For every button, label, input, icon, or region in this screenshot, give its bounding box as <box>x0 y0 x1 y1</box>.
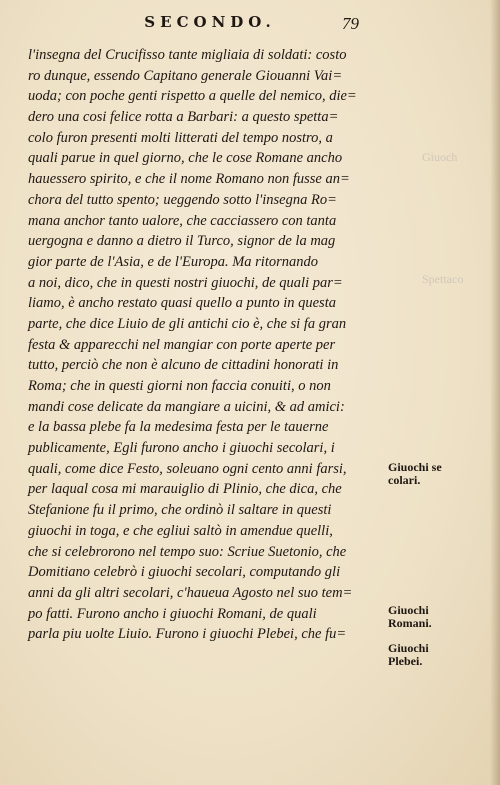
body-text <box>28 45 388 645</box>
text-line: parte, che dice Liuio de gli antichi cio è, che si fa gran <box>28 315 347 332</box>
text-line: Roma; che in questi giorni non faccia conuiti, o non <box>28 378 331 394</box>
text-line: festa & apparecchi nel mangiar con porte aperte per <box>28 336 336 353</box>
page-number: 79 <box>342 14 359 33</box>
text-line: po fatti. Furono ancho i giuochi Romani, de quali <box>28 605 317 622</box>
text-line: colo furon presenti molti litterati del tempo nostro, a <box>28 129 333 146</box>
text-line: parla piu uolte Liuio. Furono i giuochi Plebei, che fu= <box>28 626 347 643</box>
text-line: uoda; con poche genti rispetto a quelle del nemico, die= <box>28 88 357 105</box>
margin-note: Giuochi Romani. <box>388 603 432 630</box>
text-line: dero una cosi felice rotta a Barbari: a questo spetta= <box>28 109 339 126</box>
show-through-text: Giuoch <box>422 150 458 164</box>
page-edge-shadow <box>490 0 500 785</box>
text-line: anni da gli altri secolari, c'haueua Agosto nel suo tem= <box>28 584 353 601</box>
text-line: ro dunque, essendo Capitano generale Giouanni Vai= <box>28 67 343 84</box>
text-line: che si celebrorono nel tempo suo: Scriue Suetonio, che <box>28 543 347 560</box>
running-head: SECONDO. <box>144 13 276 31</box>
text-line: tutto, perciò che non è alcuno de cittadini honorati in <box>28 357 339 374</box>
text-line: Domitiano celebrò i giuochi secolari, computando gli <box>28 564 341 581</box>
text-line: per laqual cosa mi marauiglio di Plinio, che dica, che <box>28 481 342 498</box>
text-line: uergogna e danno a dietro il Turco, signor de la mag <box>28 233 336 250</box>
text-line: publicamente, Egli furono ancho i giuochi secolari, i <box>28 440 335 457</box>
text-line: Stefanione fu il primo, che ordinò il saltare in questi <box>28 502 332 519</box>
show-through-text: Spettaco <box>422 272 464 286</box>
text-line: mandi cose delicate da mangiare a uicini, & ad amici: <box>28 398 345 415</box>
text-line: e la bassa plebe fa la medesima festa per le tauerne <box>28 419 329 436</box>
text-line: mana anchor tanto ualore, che cacciassero con tanta <box>28 212 337 229</box>
margin-note: Giuochi Plebei. <box>388 641 429 668</box>
margin-note: Giuochi se colari. <box>388 460 442 487</box>
text-line: hauessero spirito, e che il nome Romano non fusse an= <box>28 171 350 188</box>
text-line: quali parue in quel giorno, che le cose Romane ancho <box>28 150 343 167</box>
text-line: gior parte de l'Asia, e de l'Europa. Ma ritornando <box>28 253 319 270</box>
text-line: giuochi in toga, e che egliui saltò in amendue quelli, <box>28 522 333 539</box>
text-line: a noi, dico, che in questi nostri giuochi, de quali par= <box>28 274 343 291</box>
text-line: l'insegna del Crucifisso tante migliaia di soldati: costo <box>28 47 347 63</box>
text-line: chora del tutto spento; ueggendo sotto l'insegna Ro= <box>28 191 337 208</box>
text-line: quali, come dice Festo, soleuano ogni cento anni farsi, <box>28 460 347 477</box>
text-line: liamo, è ancho restato quasi quello a punto in questa <box>28 295 336 312</box>
